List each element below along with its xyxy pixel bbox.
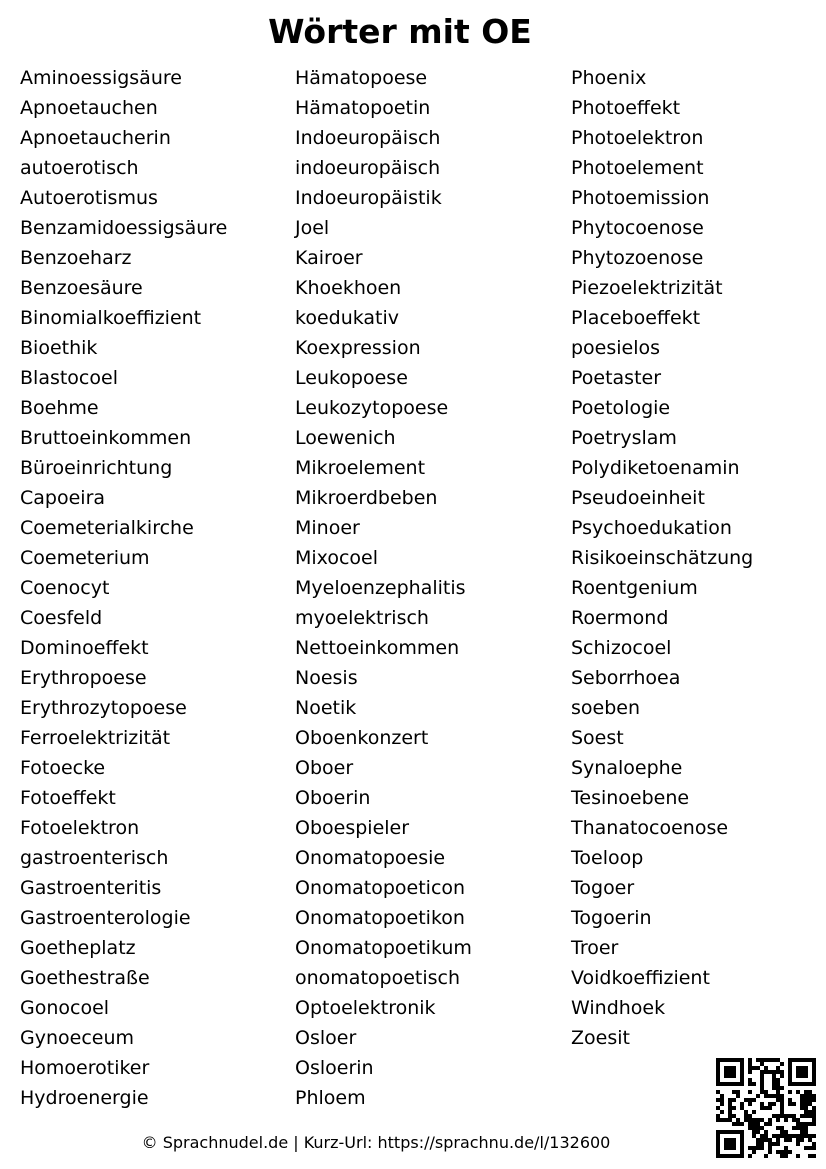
word-item: Osloer [295,1027,357,1049]
word-item: Mikroelement [295,457,426,479]
word-item: Piezoelektrizität [571,277,723,299]
word-item: Fotoelektron [20,817,140,839]
word-item: poesielos [571,337,661,359]
word-item: Onomatopoesie [295,847,446,869]
word-item: Phloem [295,1087,366,1109]
word-item: Roermond [571,607,669,629]
word-item: Coenocyt [20,577,110,599]
word-item: Binomialkoeffizient [20,307,202,329]
word-item: Ferroelektrizität [20,727,171,749]
word-item: Oboenkonzert [295,727,429,749]
word-item: Pseudoeinheit [571,487,705,509]
word-column-1 [20,63,227,1113]
word-item: Polydiketoenamin [571,457,740,479]
word-item: Placeboeffekt [571,307,701,329]
word-item: Toeloop [571,847,644,869]
word-item: Togoer [571,877,635,899]
word-item: Erythrozytopoese [20,697,187,719]
word-item: Photoelement [571,157,704,179]
word-item: Capoeira [20,487,106,509]
word-item: Noesis [295,667,358,689]
word-item: Mikroerdbeben [295,487,438,509]
word-item: Gastroenteritis [20,877,162,899]
word-item: Indoeuropäisch [295,127,441,149]
word-item: Apnoetaucherin [20,127,171,149]
word-item: Fotoecke [20,757,106,779]
word-item: Aminoessigsäure [20,67,182,89]
word-column-2 [295,63,472,1113]
footer-text: © Sprachnudel.de | Kurz-Url: https://sprachnu.de/l/132600 [141,1133,611,1152]
word-item: Gynoeceum [20,1027,135,1049]
word-item: koedukativ [295,307,400,329]
word-item: autoerotisch [20,157,139,179]
word-item: Coemeterium [20,547,150,569]
word-item: Benzoeharz [20,247,132,269]
word-item: Schizocoel [571,637,672,659]
word-item: soeben [571,697,641,719]
word-item: Togoerin [571,907,652,929]
word-item: Bruttoeinkommen [20,427,192,449]
word-item: Optoelektronik [295,997,436,1019]
word-item: Risikoeinschätzung [571,547,754,569]
word-item: Blastocoel [20,367,118,389]
word-item: Poetaster [571,367,662,389]
word-item: Mixocoel [295,547,378,569]
word-item: Coemeterialkirche [20,517,194,539]
word-item: Nettoeinkommen [295,637,460,659]
word-item: Phoenix [571,67,647,89]
word-item: Leukozytopoese [295,397,449,419]
word-item: Hämatopoetin [295,97,431,119]
word-item: Dominoeffekt [20,637,149,659]
word-item: Goethestraße [20,967,150,989]
word-item: Windhoek [571,997,666,1019]
word-item: Synaloephe [571,757,683,779]
word-item: Kairoer [295,247,363,269]
word-item: Indoeuropäistik [295,187,442,209]
word-item: Benzamidoessigsäure [20,217,228,239]
word-item: Koexpression [295,337,421,359]
word-item: Minoer [295,517,360,539]
word-item: Coesfeld [20,607,103,629]
word-item: Hämatopoese [295,67,428,89]
word-item: Poetryslam [571,427,677,449]
word-item: Gastroenterologie [20,907,191,929]
word-item: Photoeffekt [571,97,681,119]
word-item: myoelektrisch [295,607,429,629]
word-item: Hydroenergie [20,1087,149,1109]
word-item: Psychoedukation [571,517,732,539]
word-item: Joel [295,217,330,239]
word-item: Bioethik [20,337,98,359]
word-item: Onomatopoetikon [295,907,465,929]
word-item: Autoerotismus [20,187,158,209]
word-item: indoeuropäisch [295,157,441,179]
word-item: Soest [571,727,624,749]
word-item: Noetik [295,697,357,719]
qr-code [716,1058,816,1158]
word-item: Erythropoese [20,667,147,689]
word-item: Roentgenium [571,577,698,599]
word-item: gastroenterisch [20,847,169,869]
word-item: Photoelektron [571,127,704,149]
word-item: Oboerin [295,787,371,809]
word-item: Phytozoenose [571,247,704,269]
word-item: Apnoetauchen [20,97,158,119]
page-title: Wörter mit OE [268,12,532,51]
word-item: Troer [571,937,619,959]
word-item: Loewenich [295,427,396,449]
word-item: Photoemission [571,187,710,209]
word-item: Phytocoenose [571,217,704,239]
word-item: Leukopoese [295,367,408,389]
word-item: Voidkoeffizient [571,967,710,989]
word-item: Tesinoebene [571,787,690,809]
word-item: Onomatopoeticon [295,877,466,899]
word-item: Oboespieler [295,817,410,839]
word-column-3 [571,63,753,1053]
word-item: Thanatocoenose [571,817,729,839]
word-item: Myeloenzephalitis [295,577,466,599]
word-item: onomatopoetisch [295,967,461,989]
word-item: Boehme [20,397,99,419]
word-item: Khoekhoen [295,277,402,299]
word-item: Büroeinrichtung [20,457,173,479]
word-item: Poetologie [571,397,671,419]
word-item: Goetheplatz [20,937,136,959]
word-item: Gonocoel [20,997,110,1019]
word-item: Seborrhoea [571,667,681,689]
word-item: Oboer [295,757,354,779]
word-item: Osloerin [295,1057,374,1079]
word-item: Zoesit [571,1027,630,1049]
word-item: Benzoesäure [20,277,143,299]
word-item: Homoerotiker [20,1057,150,1079]
word-item: Fotoeffekt [20,787,116,809]
word-item: Onomatopoetikum [295,937,472,959]
